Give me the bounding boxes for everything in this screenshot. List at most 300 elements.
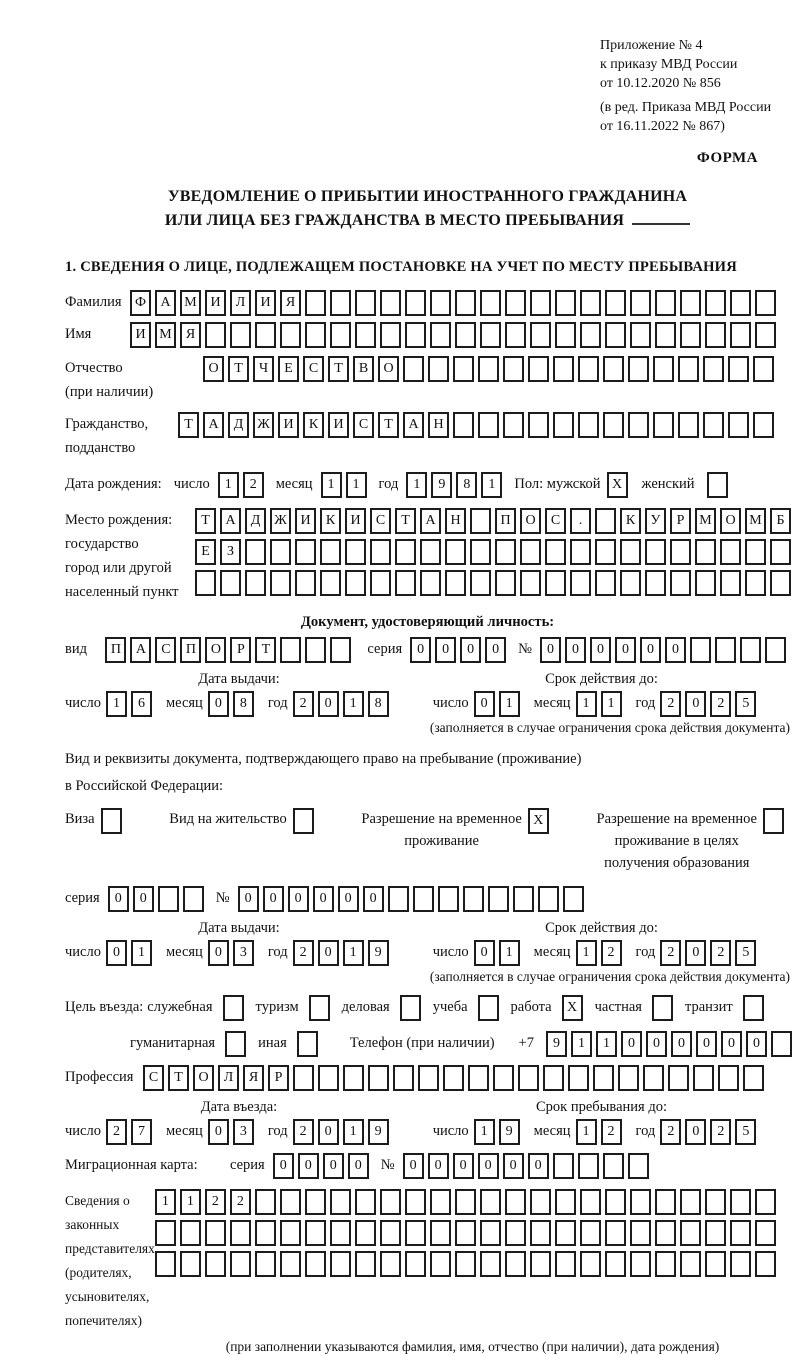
purpose-transit-label: транзит <box>684 999 733 1015</box>
char-cell <box>480 322 501 348</box>
char-cell: 2 <box>243 472 264 498</box>
char-cell <box>680 1220 701 1246</box>
patronymic-row <box>65 354 790 404</box>
char-cell <box>405 1220 426 1246</box>
char-cell: А <box>220 508 241 534</box>
char-cell: Е <box>195 539 216 565</box>
char-cell <box>305 637 326 663</box>
char-cell: 2 <box>710 1119 731 1145</box>
char-cell: С <box>545 508 566 534</box>
char-cell: Т <box>328 356 349 382</box>
purpose-work-label: работа <box>510 999 552 1015</box>
stay-until-block <box>413 1099 790 1145</box>
char-cell <box>755 322 776 348</box>
revision-line: (в ред. Приказа МВД России <box>600 100 772 115</box>
expiry-year-cells <box>660 691 760 717</box>
char-cell <box>730 290 751 316</box>
char-cell: 0 <box>208 940 229 966</box>
char-cell: 2 <box>106 1119 127 1145</box>
temp-permit-label <box>361 808 521 852</box>
char-cell: 1 <box>346 472 367 498</box>
month-word: месяц <box>165 695 203 711</box>
char-cell <box>645 570 666 596</box>
char-cell: А <box>130 637 151 663</box>
char-cell: И <box>345 508 366 534</box>
patronymic-label <box>65 354 203 404</box>
char-cell <box>695 539 716 565</box>
char-cell <box>628 412 649 438</box>
month-word: месяц <box>165 944 203 960</box>
char-cell: О <box>193 1065 214 1091</box>
purpose-option <box>433 995 505 1021</box>
char-cell <box>730 1220 751 1246</box>
char-cell: 5 <box>735 940 756 966</box>
char-cell: Ж <box>253 412 274 438</box>
char-cell: 2 <box>601 940 622 966</box>
char-cell <box>455 322 476 348</box>
representatives-cells-row2 <box>155 1220 780 1246</box>
char-cell: 2 <box>710 691 731 717</box>
char-cell <box>545 539 566 565</box>
male-checkbox: X <box>607 472 628 498</box>
representatives-block <box>65 1187 790 1333</box>
temp-permit-edu-label <box>597 808 757 874</box>
residence-expiry-year-cells <box>660 940 760 966</box>
char-cell <box>530 1251 551 1277</box>
char-cell <box>595 508 616 534</box>
residence-series-row <box>65 886 790 912</box>
char-cell <box>603 1153 624 1179</box>
char-cell <box>480 290 501 316</box>
char-cell <box>470 508 491 534</box>
char-cell: 1 <box>106 691 127 717</box>
char-cell: П <box>180 637 201 663</box>
char-cell: 0 <box>238 886 259 912</box>
char-cell <box>183 886 204 912</box>
citizenship-row <box>65 410 790 460</box>
char-cell: 0 <box>348 1153 369 1179</box>
purpose-private-checkbox <box>652 995 673 1021</box>
char-cell <box>555 1189 576 1215</box>
char-cell: Ф <box>130 290 151 316</box>
char-cell <box>305 1220 326 1246</box>
char-cell: 0 <box>453 1153 474 1179</box>
representatives-label-line: Сведения о <box>65 1193 130 1208</box>
revision-line: от 16.11.2022 № 867) <box>600 119 725 134</box>
char-cell <box>730 1251 751 1277</box>
char-cell <box>355 290 376 316</box>
birth-place-label-line: государство <box>65 536 139 552</box>
char-cell: 0 <box>528 1153 549 1179</box>
residence-expiry-block <box>413 920 790 966</box>
char-cell <box>680 290 701 316</box>
char-cell <box>180 1251 201 1277</box>
char-cell <box>405 1189 426 1215</box>
char-cell: М <box>180 290 201 316</box>
purpose-official-label: служебная <box>147 999 213 1015</box>
purpose-row2 <box>130 1031 790 1057</box>
char-cell <box>605 322 626 348</box>
char-cell <box>355 1251 376 1277</box>
purpose-option <box>685 995 770 1021</box>
phone-cells <box>546 1031 796 1057</box>
char-cell <box>605 1189 626 1215</box>
visa-checkbox <box>101 808 122 834</box>
char-cell <box>388 886 409 912</box>
char-cell: 0 <box>263 886 284 912</box>
char-cell <box>503 412 524 438</box>
purpose-option <box>147 995 249 1021</box>
profession-cells <box>143 1065 768 1091</box>
char-cell: 0 <box>318 691 339 717</box>
char-cell <box>355 1220 376 1246</box>
char-cell <box>553 356 574 382</box>
issue-month-cells <box>208 691 258 717</box>
char-cell <box>513 886 534 912</box>
given-name-cells <box>130 322 780 348</box>
char-cell <box>595 570 616 596</box>
char-cell <box>428 356 449 382</box>
char-cell: П <box>105 637 126 663</box>
birth-place-cells-row3 <box>195 570 795 596</box>
entry-date-block <box>65 1099 413 1145</box>
month-word: месяц <box>165 1123 203 1139</box>
year-word: год <box>635 695 656 711</box>
char-cell <box>505 290 526 316</box>
char-cell: О <box>205 637 226 663</box>
citizenship-label <box>65 410 178 460</box>
char-cell <box>420 570 441 596</box>
char-cell <box>480 1251 501 1277</box>
char-cell <box>545 570 566 596</box>
char-cell: 1 <box>571 1031 592 1057</box>
citizenship-cells <box>178 412 778 438</box>
migration-card-row <box>65 1153 790 1179</box>
char-cell: 0 <box>646 1031 667 1057</box>
char-cell <box>405 322 426 348</box>
char-cell: 5 <box>735 691 756 717</box>
representatives-note: (при заполнении указываются фамилия, имя, отчество (при наличии), дата рождения) <box>225 1339 720 1354</box>
char-cell: 1 <box>474 1119 495 1145</box>
char-cell: 1 <box>499 940 520 966</box>
char-cell <box>580 322 601 348</box>
char-cell: 3 <box>233 1119 254 1145</box>
char-cell: Р <box>268 1065 289 1091</box>
patronymic-label-line1: Отчество <box>65 360 123 376</box>
char-cell <box>695 570 716 596</box>
char-cell <box>530 290 551 316</box>
char-cell: 0 <box>318 940 339 966</box>
char-cell: . <box>570 508 591 534</box>
char-cell <box>530 1189 551 1215</box>
char-cell <box>488 886 509 912</box>
residence-issue-block <box>65 920 413 966</box>
section1-heading: 1. СВЕДЕНИЯ О ЛИЦЕ, ПОДЛЕЖАЩЕМ ПОСТАНОВКЕ НА УЧЕТ ПО МЕСТУ ПРЕБЫВАНИЯ <box>65 259 737 275</box>
char-cell: О <box>378 356 399 382</box>
visa-label: Виза <box>65 811 95 827</box>
char-cell: 1 <box>218 472 239 498</box>
char-cell: У <box>645 508 666 534</box>
char-cell <box>270 570 291 596</box>
residence-expiry-heading: Срок действия до: <box>545 920 658 936</box>
char-cell <box>453 412 474 438</box>
surname-label: Фамилия <box>65 294 122 310</box>
residence-doc-intro <box>65 746 790 800</box>
purpose-private-label: частная <box>594 999 642 1015</box>
residence-permit-checkbox <box>293 808 314 834</box>
surname-cells <box>130 290 780 316</box>
day-word: число <box>432 695 469 711</box>
char-cell <box>330 637 351 663</box>
char-cell <box>703 356 724 382</box>
char-cell <box>463 886 484 912</box>
char-cell <box>578 356 599 382</box>
residence-expiry-day-cells <box>474 940 524 966</box>
char-cell: 2 <box>660 691 681 717</box>
purpose-option <box>511 995 589 1021</box>
char-cell: Л <box>218 1065 239 1091</box>
expiry-month-cells <box>576 691 626 717</box>
char-cell <box>443 1065 464 1091</box>
char-cell: 0 <box>428 1153 449 1179</box>
char-cell <box>505 1189 526 1215</box>
char-cell: 0 <box>474 691 495 717</box>
purpose-other-label: иная <box>258 1035 287 1051</box>
representatives-grid <box>155 1189 780 1333</box>
char-cell <box>580 290 601 316</box>
char-cell: 1 <box>131 940 152 966</box>
char-cell: Я <box>243 1065 264 1091</box>
char-cell: 1 <box>343 1119 364 1145</box>
blank-underline <box>632 211 690 225</box>
char-cell: К <box>303 412 324 438</box>
char-cell: Т <box>378 412 399 438</box>
citizenship-label-line1: Гражданство, <box>65 416 149 432</box>
char-cell <box>330 1189 351 1215</box>
purpose-study-label: учеба <box>432 999 468 1015</box>
char-cell: Л <box>230 290 251 316</box>
char-cell <box>380 1251 401 1277</box>
char-cell: 3 <box>233 940 254 966</box>
char-cell: 0 <box>540 637 561 663</box>
birth-place-cells-row1 <box>195 508 795 534</box>
char-cell: 1 <box>343 691 364 717</box>
char-cell: М <box>695 508 716 534</box>
char-cell: 0 <box>474 940 495 966</box>
birth-place-grid <box>195 508 795 601</box>
char-cell <box>715 637 736 663</box>
char-cell <box>280 637 301 663</box>
char-cell <box>370 570 391 596</box>
residence-intro-line2: в Российской Федерации: <box>65 778 224 794</box>
char-cell <box>720 539 741 565</box>
char-cell: К <box>320 508 341 534</box>
birth-date-label: Дата рождения: <box>65 476 162 492</box>
char-cell <box>705 1189 726 1215</box>
char-cell <box>630 1251 651 1277</box>
char-cell <box>645 539 666 565</box>
char-cell <box>195 570 216 596</box>
purpose-business-label: деловая <box>341 999 390 1015</box>
residence-expiry-note: (заполняется в случае ограничения срока действия документа) <box>429 969 790 984</box>
char-cell <box>503 356 524 382</box>
birth-place-label-line: Место рождения: <box>65 512 173 528</box>
char-cell <box>670 539 691 565</box>
char-cell: С <box>303 356 324 382</box>
char-cell: В <box>353 356 374 382</box>
form-label: ФОРМА <box>696 150 758 166</box>
char-cell <box>705 322 726 348</box>
doc-series-cells <box>410 637 510 663</box>
char-cell <box>653 356 674 382</box>
char-cell: И <box>278 412 299 438</box>
char-cell <box>630 322 651 348</box>
representatives-label-line: законных <box>65 1217 120 1232</box>
char-cell <box>655 290 676 316</box>
char-cell: О <box>720 508 741 534</box>
stay-month-cells <box>576 1119 626 1145</box>
char-cell <box>555 1251 576 1277</box>
residence-intro-line1: Вид и реквизиты документа, подтверждающего право на пребывание (проживание) <box>65 751 582 767</box>
char-cell <box>320 570 341 596</box>
char-cell: Ж <box>270 508 291 534</box>
birth-year-cells <box>406 472 506 498</box>
residence-expiry-fields <box>413 940 790 966</box>
char-cell <box>455 1220 476 1246</box>
char-cell <box>538 886 559 912</box>
char-cell <box>505 322 526 348</box>
char-cell <box>255 322 276 348</box>
issue-date-heading: Дата выдачи: <box>198 671 280 687</box>
char-cell <box>518 1065 539 1091</box>
char-cell <box>330 1251 351 1277</box>
char-cell <box>555 322 576 348</box>
char-cell: А <box>403 412 424 438</box>
char-cell <box>528 412 549 438</box>
year-word: год <box>267 695 288 711</box>
title-line2 <box>65 209 790 233</box>
char-cell: 0 <box>485 637 506 663</box>
char-cell <box>158 886 179 912</box>
birth-day-cells <box>218 472 268 498</box>
char-cell <box>493 1065 514 1091</box>
char-cell: А <box>420 508 441 534</box>
expiry-day-cells <box>474 691 524 717</box>
char-cell <box>755 1251 776 1277</box>
patronymic-label-line2: (при наличии) <box>65 384 154 400</box>
migration-series-label: серия <box>230 1157 265 1173</box>
char-cell <box>413 886 434 912</box>
migration-number-cells <box>403 1153 653 1179</box>
residence-series-label: серия <box>65 890 100 906</box>
char-cell <box>693 1065 714 1091</box>
char-cell <box>678 412 699 438</box>
purpose-option <box>342 995 427 1021</box>
char-cell <box>603 356 624 382</box>
char-cell: 2 <box>660 940 681 966</box>
residence-issue-heading: Дата выдачи: <box>198 920 280 936</box>
char-cell <box>370 539 391 565</box>
char-cell <box>753 412 774 438</box>
char-cell: 2 <box>601 1119 622 1145</box>
char-cell: 2 <box>710 940 731 966</box>
char-cell <box>770 570 791 596</box>
char-cell <box>405 290 426 316</box>
char-cell: 0 <box>665 637 686 663</box>
migration-card-label: Миграционная карта: <box>65 1157 198 1173</box>
char-cell <box>678 356 699 382</box>
citizenship-label-line2: подданство <box>65 440 136 456</box>
entry-day-cells <box>106 1119 156 1145</box>
day-word: число <box>173 476 210 492</box>
char-cell <box>280 1189 301 1215</box>
char-cell: Т <box>395 508 416 534</box>
char-cell: 0 <box>685 1119 706 1145</box>
char-cell <box>620 570 641 596</box>
char-cell <box>705 290 726 316</box>
char-cell: О <box>203 356 224 382</box>
stay-year-cells <box>660 1119 760 1145</box>
year-word: год <box>635 1123 656 1139</box>
char-cell <box>330 290 351 316</box>
char-cell <box>528 356 549 382</box>
char-cell <box>155 1220 176 1246</box>
char-cell <box>430 322 451 348</box>
temp-permit-edu-label-line: Разрешение на временное <box>596 811 757 827</box>
surname-row <box>65 290 790 316</box>
char-cell <box>680 322 701 348</box>
title-line1: УВЕДОМЛЕНИЕ О ПРИБЫТИИ ИНОСТРАННОГО ГРАЖДАНИНА <box>167 188 688 205</box>
char-cell <box>230 1220 251 1246</box>
char-cell: 0 <box>460 637 481 663</box>
purpose-option <box>595 995 679 1021</box>
entry-month-cells <box>208 1119 258 1145</box>
entry-dates-row <box>65 1099 790 1145</box>
day-word: число <box>65 1123 101 1139</box>
representatives-cells-row3 <box>155 1251 780 1277</box>
char-cell: 7 <box>131 1119 152 1145</box>
char-cell: А <box>203 412 224 438</box>
char-cell <box>720 570 741 596</box>
char-cell: Д <box>228 412 249 438</box>
char-cell <box>280 1251 301 1277</box>
purpose-humanitarian-label: гуманитарная <box>130 1035 216 1051</box>
char-cell <box>430 1220 451 1246</box>
char-cell <box>395 539 416 565</box>
profession-row <box>65 1065 790 1091</box>
char-cell <box>220 570 241 596</box>
year-word: год <box>267 944 288 960</box>
char-cell <box>430 290 451 316</box>
char-cell <box>305 290 326 316</box>
birth-place-row <box>65 506 790 604</box>
char-cell: 0 <box>298 1153 319 1179</box>
char-cell: Н <box>445 508 466 534</box>
purpose-option <box>256 995 336 1021</box>
char-cell: 0 <box>685 940 706 966</box>
char-cell: 1 <box>499 691 520 717</box>
purpose-other-checkbox <box>297 1031 318 1057</box>
char-cell: Ч <box>253 356 274 382</box>
purpose-row <box>65 995 790 1021</box>
char-cell <box>605 1220 626 1246</box>
residence-permit-option <box>169 808 319 834</box>
doc-type-label: вид <box>65 641 87 657</box>
char-cell <box>305 1189 326 1215</box>
char-cell: Т <box>178 412 199 438</box>
char-cell <box>530 1220 551 1246</box>
char-cell: И <box>295 508 316 534</box>
